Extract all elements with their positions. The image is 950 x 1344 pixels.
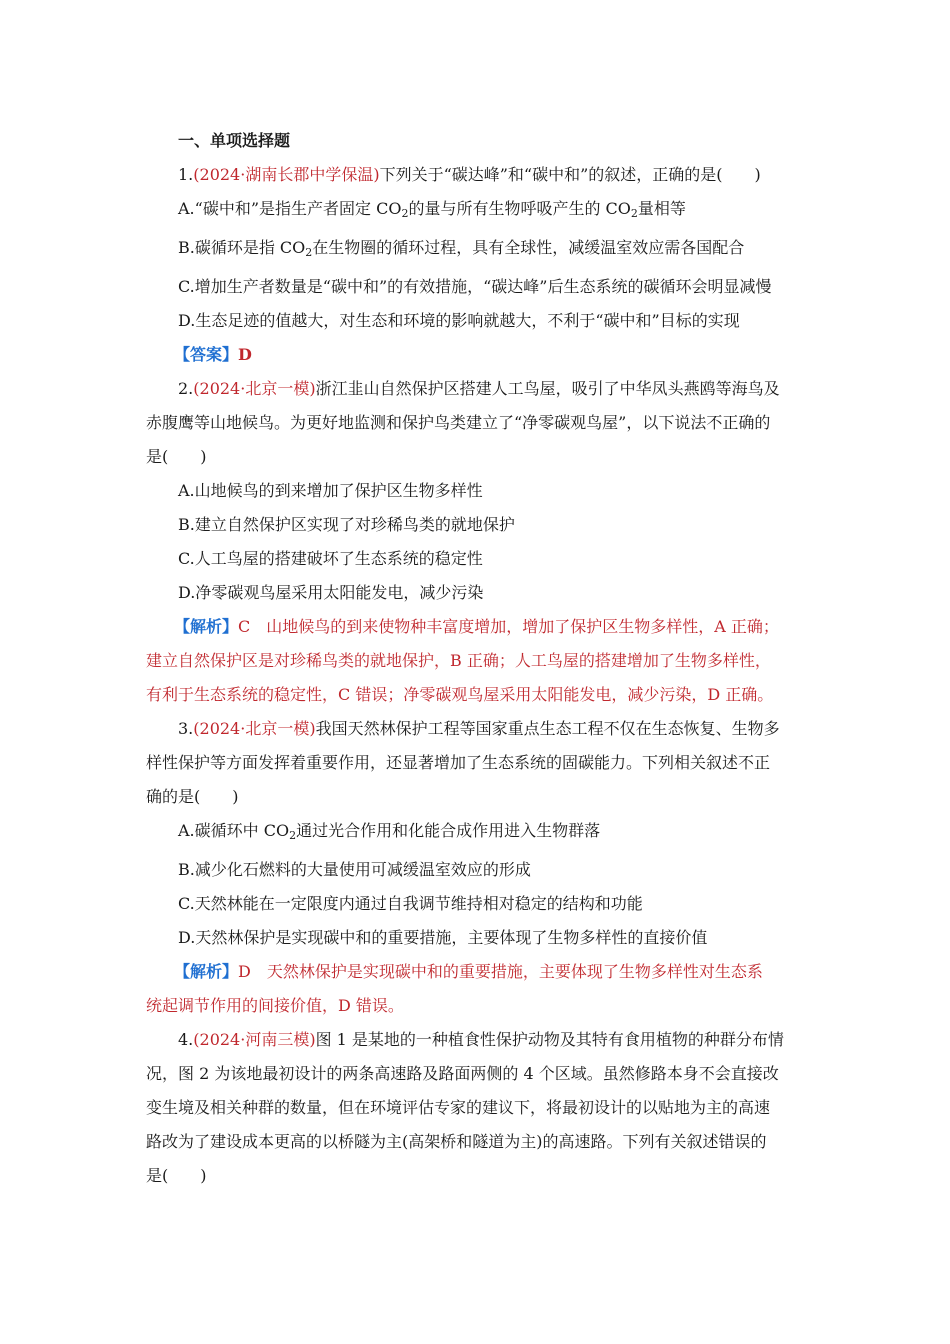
option-text: A.“碳中和”是指生产者固定 CO bbox=[178, 199, 402, 218]
question-number: 2. bbox=[178, 379, 194, 398]
question-text: 下列关于“碳达峰”和“碳中和”的叙述，正确的是( ) bbox=[379, 165, 761, 184]
option-text: 通过光合作用和化能合成作用进入生物群落 bbox=[296, 821, 601, 840]
question-text: 图 1 是某地的一种植食性保护动物及其特有食用植物的种群分布情 bbox=[315, 1030, 784, 1049]
subscript: 2 bbox=[630, 207, 638, 220]
question-source: (2024·北京一模) bbox=[193, 719, 316, 738]
question-4-stem-line-5: 是( ) bbox=[146, 1166, 207, 1185]
question-1-option-d: D.生态足迹的值越大，对生态和环境的影响就越大，不利于“碳中和”目标的实现 bbox=[178, 311, 740, 330]
subscript: 2 bbox=[305, 246, 313, 259]
analysis-label: 【解析】 bbox=[174, 962, 239, 981]
question-3-option-b: B.减少化石燃料的大量使用可减缓温室效应的形成 bbox=[178, 860, 531, 879]
option-text: 在生物圈的循环过程，具有全球性，减缓温室效应需各国配合 bbox=[312, 238, 745, 257]
question-1-option-a bbox=[146, 192, 818, 231]
option-text: 的量与所有生物呼吸产生的 CO bbox=[408, 199, 631, 218]
analysis-line-2: 建立自然保护区是对珍稀鸟类的就地保护，B 正确；人工鸟屋的搭建增加了生物多样性， bbox=[146, 651, 771, 670]
option-text: B.碳循环是指 CO bbox=[178, 238, 306, 257]
question-number: 3. bbox=[178, 719, 194, 738]
analysis-label: 【解析】 bbox=[174, 617, 239, 636]
question-2-stem-line-2: 赤腹鹰等山地候鸟。为更好地监测和保护鸟类建立了“净零碳观鸟屋”，以下说法不正确的 bbox=[146, 413, 771, 432]
question-1-option-b bbox=[146, 231, 818, 270]
question-text: 我国天然林保护工程等国家重点生态工程不仅在生态恢复、生物多 bbox=[315, 719, 780, 738]
question-4-stem-line-2: 况，图 2 为该地最初设计的两条高速路及路面两侧的 4 个区域。虽然修路本身不会直接改 bbox=[146, 1064, 779, 1083]
document-content bbox=[146, 124, 818, 1193]
question-source: (2024·北京一模) bbox=[193, 379, 316, 398]
analysis-line-1 bbox=[146, 610, 818, 644]
answer-value: D bbox=[238, 345, 252, 364]
analysis-line-3: 有利于生态系统的稳定性，C 错误；净零碳观鸟屋采用太阳能发电，减少污染，D 正确。 bbox=[146, 685, 774, 704]
question-1-stem bbox=[146, 158, 818, 192]
analysis-text: D 天然林保护是实现碳中和的重要措施，主要体现了生物多样性对生态系 bbox=[238, 962, 763, 981]
question-source: (2024·湖南长郡中学保温) bbox=[193, 165, 380, 184]
analysis-line-1 bbox=[146, 955, 818, 989]
question-number: 1. bbox=[178, 165, 194, 184]
question-2-option-c: C.人工鸟屋的搭建破坏了生态系统的稳定性 bbox=[178, 549, 483, 568]
question-number: 4. bbox=[178, 1030, 194, 1049]
analysis-line-2: 统起调节作用的间接价值，D 错误。 bbox=[146, 996, 404, 1015]
question-3-analysis bbox=[146, 955, 818, 1023]
question-3-option-c: C.天然林能在一定限度内通过自我调节维持相对稳定的结构和功能 bbox=[178, 894, 643, 913]
subscript: 2 bbox=[289, 829, 297, 842]
question-1-option-c: C.增加生产者数量是“碳中和”的有效措施，“碳达峰”后生态系统的碳循环会明显减慢 bbox=[178, 277, 772, 296]
question-2-option-d: D.净零碳观鸟屋采用太阳能发电，减少污染 bbox=[178, 583, 484, 602]
section-title: 一、单项选择题 bbox=[178, 131, 291, 150]
question-2-option-b: B.建立自然保护区实现了对珍稀鸟类的就地保护 bbox=[178, 515, 515, 534]
question-2-option-a: A.山地候鸟的到来增加了保护区生物多样性 bbox=[178, 481, 483, 500]
question-3-option-d: D.天然林保护是实现碳中和的重要措施，主要体现了生物多样性的直接价值 bbox=[178, 928, 708, 947]
question-4-stem-line-4: 路改为了建设成本更高的以桥隧为主(高架桥和隧道为主)的高速路。下列有关叙述错误的 bbox=[146, 1132, 767, 1151]
question-4-stem-line-1 bbox=[146, 1023, 818, 1057]
question-2-stem-line-3: 是( ) bbox=[146, 447, 207, 466]
question-2-analysis bbox=[146, 610, 818, 712]
subscript: 2 bbox=[401, 207, 409, 220]
answer-label: 【答案】 bbox=[174, 345, 239, 364]
question-2-stem-line-1 bbox=[146, 372, 818, 406]
question-source: (2024·河南三模) bbox=[193, 1030, 316, 1049]
question-3-option-a bbox=[146, 814, 818, 853]
question-3-stem-line-1 bbox=[146, 712, 818, 746]
question-4-stem-line-3: 变生境及相关种群的数量，但在环境评估专家的建议下，将最初设计的以贴地为主的高速 bbox=[146, 1098, 771, 1117]
option-text: 量相等 bbox=[637, 199, 686, 218]
question-text: 浙江韭山自然保护区搭建人工鸟屋，吸引了中华凤头燕鸥等海鸟及 bbox=[315, 379, 780, 398]
analysis-text: C 山地候鸟的到来使物种丰富度增加，增加了保护区生物多样性，A 正确； bbox=[238, 617, 779, 636]
question-3-stem-line-2: 样性保护等方面发挥着重要作用，还显著增加了生态系统的固碳能力。下列相关叙述不正 bbox=[146, 753, 771, 772]
question-3-stem-line-3: 确的是( ) bbox=[146, 787, 239, 806]
option-text: A.碳循环中 CO bbox=[178, 821, 290, 840]
question-1-answer bbox=[146, 338, 818, 372]
